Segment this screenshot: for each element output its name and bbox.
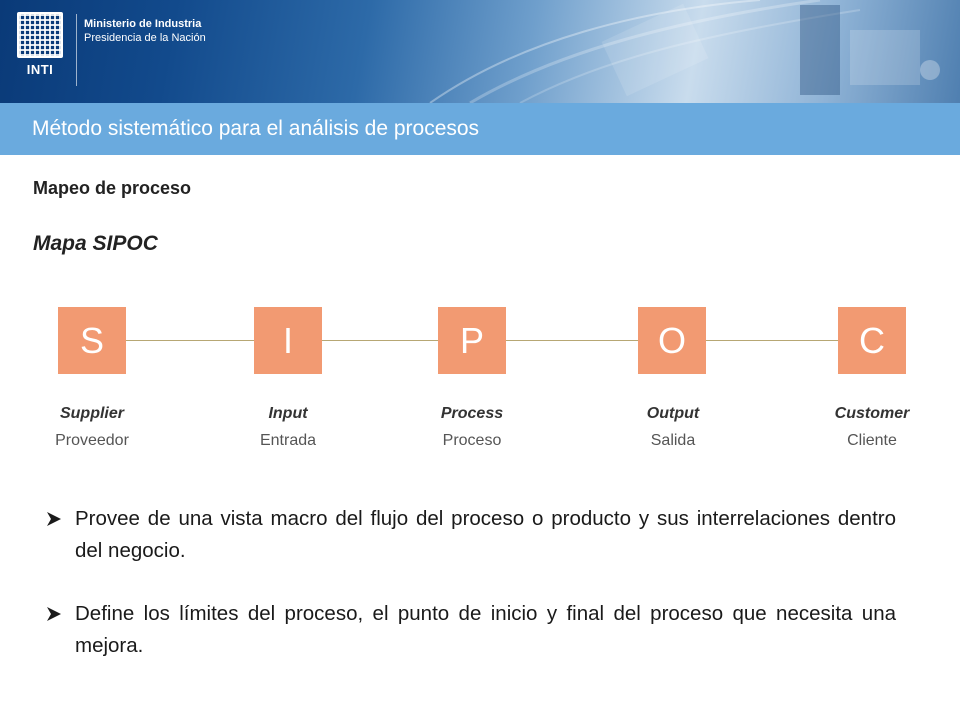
sipoc-label-es-customer: Cliente [847,432,897,449]
sipoc-box-s: S [58,307,126,374]
logo-text: INTI [26,62,54,77]
sipoc-label-en-input: Input [268,405,308,422]
header-divider [76,14,77,86]
arrow-bullet-icon [44,598,66,630]
sipoc-label-es-input: Entrada [259,432,317,449]
section-subtitle: Mapeo de proceso [33,178,192,198]
section-heading: Mapa SIPOC [33,232,158,255]
header-banner [0,0,960,103]
title-bar [0,103,960,155]
sipoc-label-en-supplier: Supplier [59,405,124,422]
sipoc-label-es-process: Proceso [442,432,502,449]
sipoc-box-c: C [838,307,906,374]
sipoc-box-p: P [438,307,506,374]
bullet-item [44,598,896,662]
sipoc-label-en-process: Process [440,405,504,422]
org-ministry: Ministerio de Industria [84,18,202,30]
sipoc-label-es-output: Salida [650,432,696,449]
slide-title: Método sistemático para el análisis de procesos [32,117,480,140]
bullet-item [44,503,896,567]
arrow-bullet-icon [44,503,66,535]
sipoc-label-es-supplier: Proveedor [55,432,129,449]
bullet-text: Provee de una vista macro del flujo del proceso o producto y sus interrelaciones dentro del negocio. [75,507,896,562]
inti-logo-icon [17,12,63,58]
sipoc-box-o: O [638,307,706,374]
org-presidency: Presidencia de la Nación [84,32,206,44]
banner-background-graphic [0,0,960,103]
sipoc-label-en-output: Output [646,405,700,422]
sipoc-box-i: I [254,307,322,374]
sipoc-label-en-customer: Customer [834,405,910,422]
bullet-text: Define los límites del proceso, el punto de inicio y final del proceso que necesita una mejora. [75,602,896,657]
